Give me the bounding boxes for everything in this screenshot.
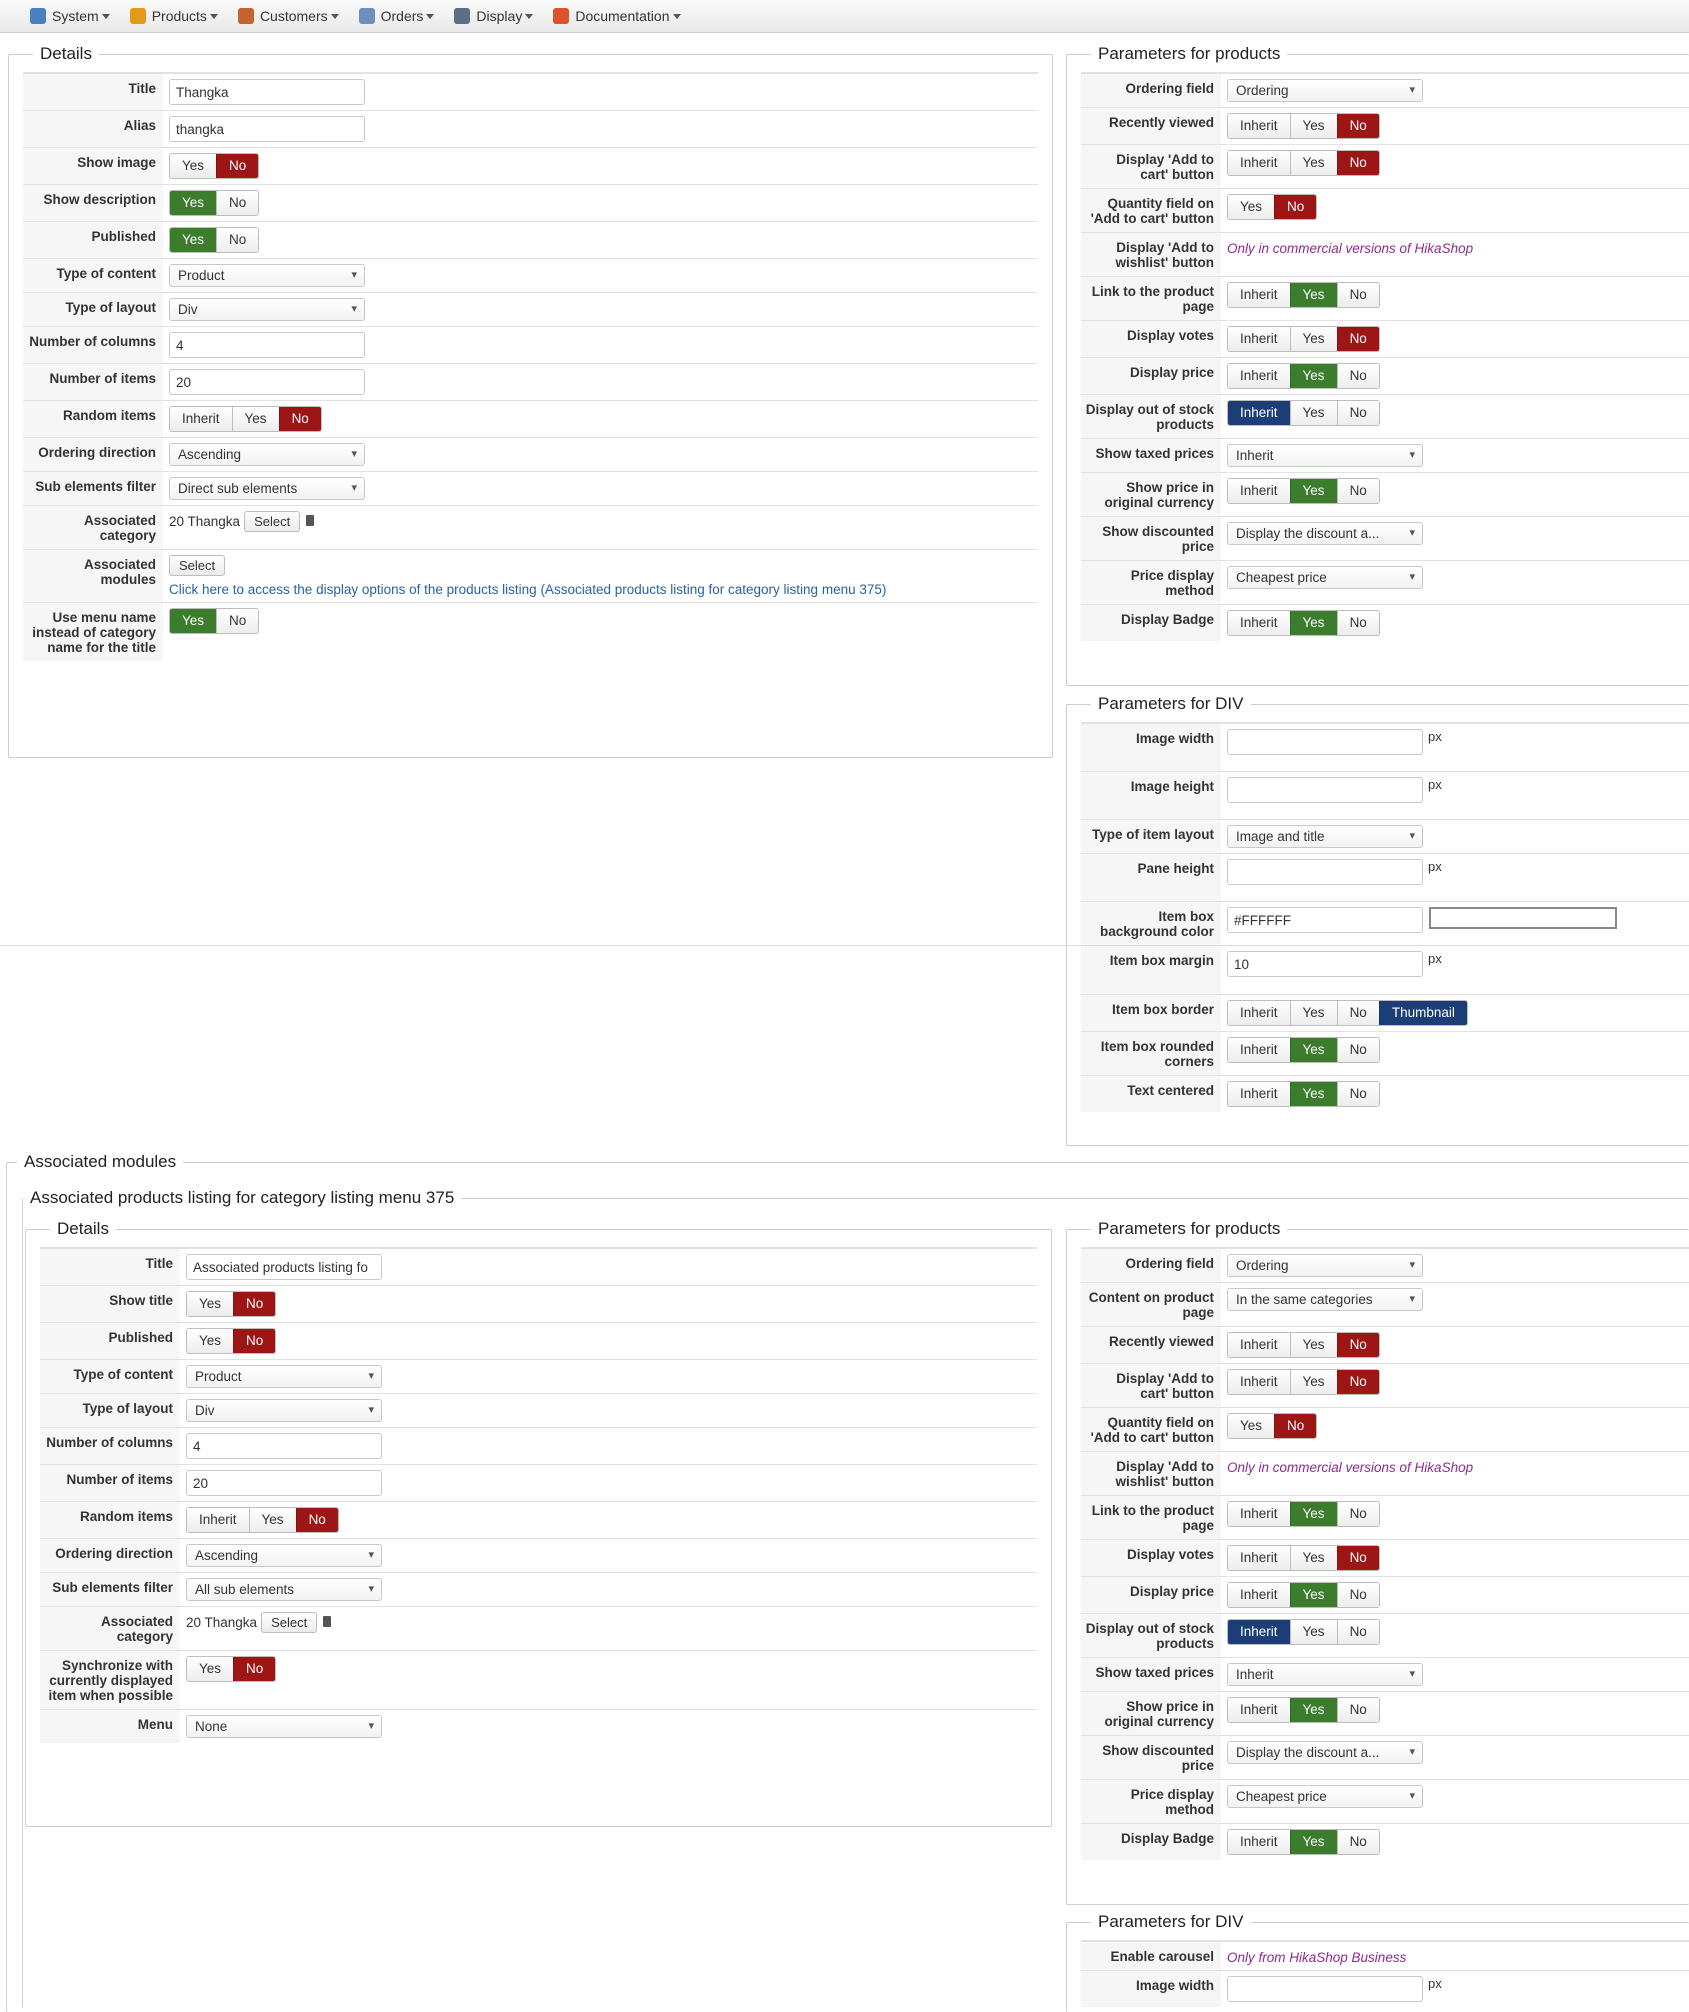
out-stock-toggle [1227,400,1380,426]
params-div2-form [1081,1940,1689,2007]
no-option[interactable]: No [216,191,258,215]
params-products2-legend: Parameters for products [1098,1219,1281,1238]
assoc-listing-legend: Associated products listing for category listing menu 375 [30,1188,455,1207]
row-random [23,400,1038,437]
no-option[interactable]: No [216,154,258,178]
no-option[interactable]: No [1337,1698,1379,1722]
ordering-field-label: Ordering field [1081,74,1221,107]
votes2-toggle [1227,1545,1380,1571]
yes-option[interactable]: Yes [1290,1038,1337,1062]
details2-fieldset [25,1219,1052,1827]
link-product-toggle [1227,282,1380,308]
menu-customers-label: Customers [259,8,328,24]
no-option[interactable]: No [1337,1333,1379,1357]
inherit-option[interactable]: Inherit [1228,364,1290,388]
link-product-label: Link to the product page [1081,277,1221,320]
taxed-label: Show taxed prices [1081,439,1221,472]
add-cart-toggle [1227,150,1380,176]
price-method2-select[interactable]: Cheapest price ▾ [1227,1785,1423,1808]
chevron-down-icon [673,14,681,19]
inherit-option[interactable]: Inherit [1228,1333,1290,1357]
qty-field2-label: Quantity field on 'Add to cart' button [1081,1408,1221,1451]
no-option[interactable]: No [279,407,321,431]
price-method-select[interactable]: Cheapest price ▾ [1227,566,1423,589]
title2-label: Title [40,1249,180,1285]
no-option[interactable]: No [1274,1414,1316,1438]
no-option[interactable]: No [1337,151,1379,175]
show-title-toggle [186,1291,276,1317]
no-option[interactable]: No [1337,611,1379,635]
no-option[interactable]: No [1337,364,1379,388]
trash-icon[interactable] [306,515,314,526]
bg-color-label: Item box background color [1081,902,1221,945]
inherit-option[interactable]: Inherit [1228,1698,1290,1722]
assoc-category2-value: 20 Thangka [186,1615,258,1630]
thumbnail-option[interactable]: Thumbnail [1379,1001,1467,1025]
params-div-form [1081,722,1689,1112]
price2-label: Display price [1081,1577,1221,1613]
published2-toggle [186,1328,276,1354]
centered-label: Text centered [1081,1076,1221,1112]
price-method2-label: Price display method [1081,1780,1221,1823]
yes-option[interactable]: Yes [1290,1333,1337,1357]
random-label: Random items [23,401,163,437]
inherit-option[interactable]: Inherit [1228,1830,1290,1854]
bg-color-input[interactable] [1227,907,1423,933]
chevron-down-icon [210,14,218,19]
recently-viewed-toggle [1227,113,1380,139]
content-label: Content on product page [1081,1283,1221,1326]
no-option[interactable]: No [1337,1038,1379,1062]
type-layout2-select[interactable]: Div ▾ [186,1399,382,1422]
no-option[interactable]: No [233,1292,275,1316]
centered-toggle [1227,1081,1380,1107]
yes-option[interactable]: Yes [1228,195,1274,219]
params-products-legend: Parameters for products [1098,44,1281,63]
menu-documentation[interactable] [553,8,680,24]
ordering-direction2-select[interactable]: Ascending ▾ [186,1544,382,1567]
border-label: Item box border [1081,995,1221,1031]
type-content2-select[interactable]: Product ▾ [186,1365,382,1388]
yes-option[interactable]: Yes [1290,1698,1337,1722]
sync-label: Synchronize with currently displayed item when possible [40,1651,180,1709]
out-stock2-toggle [1227,1619,1380,1645]
inherit-option[interactable]: Inherit [170,407,232,431]
assoc-category-value: 20 Thangka [169,514,241,529]
no-option[interactable]: No [233,1657,275,1681]
no-option[interactable]: No [1337,283,1379,307]
menu-documentation-label: Documentation [575,8,670,24]
taxed2-select[interactable]: Inherit ▾ [1227,1663,1423,1686]
no-option[interactable]: No [1337,1620,1379,1644]
inherit-option[interactable]: Inherit [1228,1620,1290,1644]
divider [0,945,1689,946]
inherit-option[interactable]: Inherit [1228,1583,1290,1607]
params-products2-form [1081,1247,1689,1860]
yes-option[interactable]: Yes [1290,1370,1337,1394]
sub-filter-label: Sub elements filter [23,472,163,505]
px-unit: px [1428,859,1442,874]
random2-label: Random items [40,1502,180,1538]
params-div2-fieldset [1066,1912,1689,2012]
discounted2-label: Show discounted price [1081,1736,1221,1779]
yes-option[interactable]: Yes [1290,611,1337,635]
rounded-toggle [1227,1037,1380,1063]
type-layout2-label: Type of layout [40,1394,180,1427]
params-div-legend: Parameters for DIV [1098,694,1244,713]
out-stock2-label: Display out of stock products [1081,1614,1221,1657]
menu-orders[interactable] [359,8,435,24]
discounted2-select[interactable]: Display the discount a... ▾ [1227,1741,1423,1764]
no-option[interactable]: No [1337,401,1379,425]
taxed2-label: Show taxed prices [1081,1658,1221,1691]
sub-filter2-label: Sub elements filter [40,1573,180,1606]
row-columns [23,326,1038,363]
wishlist-label: Display 'Add to wishlist' button [1081,233,1221,276]
price-label: Display price [1081,358,1221,394]
display-options-link[interactable]: Click here to access the display options of the products listing (Associated products listing for category listing menu 375) [169,582,887,597]
pane-height-label: Pane height [1081,854,1221,901]
menu-orders-label: Orders [380,8,424,24]
recently-viewed-label: Recently viewed [1081,108,1221,144]
inherit-option[interactable]: Inherit [1228,611,1290,635]
yes-option[interactable]: Yes [1290,1620,1337,1644]
votes2-label: Display votes [1081,1540,1221,1576]
title2-input[interactable] [186,1254,382,1280]
assoc-category2-label: Associated category [40,1607,180,1650]
margin-label: Item box margin [1081,946,1221,994]
chevron-down-icon [102,14,110,19]
chevron-down-icon [426,14,434,19]
details2-form [40,1247,1037,1743]
no-option[interactable]: No [233,1329,275,1353]
params-div2-legend: Parameters for DIV [1098,1912,1244,1931]
link-product2-toggle [1227,1501,1380,1527]
chevron-down-icon [525,14,533,19]
img-width-input[interactable] [1227,729,1423,755]
yes-option[interactable]: Yes [249,1508,296,1532]
ordering-direction2-label: Ordering direction [40,1539,180,1572]
row-ordering-direction [23,437,1038,471]
yes-option[interactable]: Yes [170,609,216,633]
inherit-option[interactable]: Inherit [1228,1082,1290,1106]
inherit-option[interactable]: Inherit [1228,1370,1290,1394]
no-option[interactable]: No [1274,195,1316,219]
details-form [23,72,1038,661]
inherit-option[interactable]: Inherit [1228,151,1290,175]
menu-display[interactable] [454,8,533,24]
columns2-input[interactable] [186,1433,382,1459]
votes-toggle [1227,326,1380,352]
yes-option[interactable]: Yes [1290,401,1337,425]
row-assoc-modules [23,549,1038,602]
yes-option[interactable]: Yes [170,154,216,178]
ordering-direction-select[interactable]: Ascending ▾ [169,443,365,466]
yes-option[interactable]: Yes [1290,283,1337,307]
type-content-label: Type of content [23,259,163,292]
chevron-down-icon [331,14,339,19]
inherit-option[interactable]: Inherit [1228,1546,1290,1570]
columns-input[interactable] [169,332,365,358]
alias-label: Alias [23,111,163,147]
yes-option[interactable]: Yes [1290,1001,1337,1025]
carousel-label: Enable carousel [1081,1942,1221,1970]
tools-icon [30,8,46,24]
border-toggle [1227,1000,1468,1026]
orig-currency-toggle [1227,478,1380,504]
columns-label: Number of columns [23,327,163,363]
display-icon [454,8,470,24]
carousel-note: Only from HikaShop Business [1227,1950,1407,1965]
yes-option[interactable]: Yes [1290,151,1337,175]
yes-option[interactable]: Yes [1290,364,1337,388]
random-toggle [169,406,322,432]
sub-filter2-select[interactable]: All sub elements ▾ [186,1578,382,1601]
discounted-label: Show discounted price [1081,517,1221,560]
no-option[interactable]: No [1337,1583,1379,1607]
type-layout-select[interactable]: Div ▾ [169,298,365,321]
menu-products[interactable] [130,8,218,24]
yes-option[interactable]: Yes [1290,1546,1337,1570]
published2-label: Published [40,1323,180,1359]
wishlist-note: Only in commercial versions of HikaShop [1227,241,1474,256]
sub-filter-select[interactable]: Direct sub elements ▾ [169,477,365,500]
yes-option[interactable]: Yes [1290,1502,1337,1526]
lifebuoy-icon [553,8,569,24]
add-cart2-label: Display 'Add to cart' button [1081,1364,1221,1407]
add-cart-label: Display 'Add to cart' button [1081,145,1221,188]
inherit-option[interactable]: Inherit [1228,283,1290,307]
yes-option[interactable]: Yes [170,191,216,215]
inherit-option[interactable]: Inherit [1228,479,1290,503]
inherit-option[interactable]: Inherit [187,1508,249,1532]
no-option[interactable]: No [1337,1001,1379,1025]
img-width2-label: Image width [1081,1971,1221,2007]
menu-system-label: System [52,8,99,24]
menu-label: Menu [40,1710,180,1743]
qty-field2-toggle [1227,1413,1317,1439]
show-image-toggle [169,153,259,179]
badge-label: Display Badge [1081,605,1221,641]
taxed-select[interactable]: Inherit ▾ [1227,444,1423,467]
items2-label: Number of items [40,1465,180,1501]
qty-field-label: Quantity field on 'Add to cart' button [1081,189,1221,232]
discounted-select[interactable]: Display the discount a... ▾ [1227,522,1423,545]
details-legend: Details [40,44,92,63]
yes-option[interactable]: Yes [1290,327,1337,351]
yes-option[interactable]: Yes [1290,1830,1337,1854]
row-show-image [23,147,1038,184]
menu-name-label: Use menu name instead of category name for the title [23,603,163,661]
random2-toggle [186,1507,339,1533]
recently-viewed2-toggle [1227,1332,1380,1358]
menu-display-label: Display [476,8,523,24]
yes-option[interactable]: Yes [1290,1082,1337,1106]
orig-currency2-label: Show price in original currency [1081,1692,1221,1735]
assoc-modules-label: Associated modules [23,550,163,602]
ordering-direction-label: Ordering direction [23,438,163,471]
no-option[interactable]: No [1337,1546,1379,1570]
menu-select[interactable]: None ▾ [186,1715,382,1738]
ordering-field2-select[interactable]: Ordering ▾ [1227,1254,1423,1277]
content-select[interactable]: In the same categories ▾ [1227,1288,1423,1311]
img-height-label: Image height [1081,772,1221,819]
orig-currency-label: Show price in original currency [1081,473,1221,516]
type-layout-label: Type of layout [23,293,163,326]
img-width2-input[interactable] [1227,1976,1423,2002]
no-option[interactable]: No [296,1508,338,1532]
margin-input[interactable] [1227,951,1423,977]
items-input[interactable] [169,369,365,395]
select-category2-button[interactable]: Select [261,1612,317,1633]
ordering-field-select[interactable]: Ordering ▾ [1227,79,1423,102]
menu-products-label: Products [151,8,207,24]
menu-customers[interactable] [238,8,339,24]
item-layout-label: Type of item layout [1081,820,1221,853]
inherit-option[interactable]: Inherit [1228,1502,1290,1526]
no-option[interactable]: No [216,228,258,252]
price-toggle [1227,363,1380,389]
inherit-option[interactable]: Inherit [1228,1038,1290,1062]
wishlist2-note: Only in commercial versions of HikaShop [1227,1460,1474,1475]
row-show-description [23,184,1038,221]
no-option[interactable]: No [216,609,258,633]
row-sub-filter [23,471,1038,505]
votes-label: Display votes [1081,321,1221,357]
trash-icon[interactable] [323,1616,331,1627]
recently-viewed2-label: Recently viewed [1081,1327,1221,1363]
show-title-label: Show title [40,1286,180,1322]
params-products2-fieldset [1066,1219,1689,1905]
link-product2-label: Link to the product page [1081,1496,1221,1539]
yes-option[interactable]: Yes [1290,479,1337,503]
row-published [23,221,1038,258]
select-modules-button[interactable]: Select [169,555,225,576]
no-option[interactable]: No [1337,327,1379,351]
menu-name-toggle [169,608,259,634]
yes-option[interactable]: Yes [1290,114,1337,138]
params-div-fieldset [1066,694,1689,1146]
type-content-select[interactable]: Product ▾ [169,264,365,287]
no-option[interactable]: No [1337,1830,1379,1854]
params-products-fieldset [1066,44,1689,686]
price2-toggle [1227,1582,1380,1608]
no-option[interactable]: No [1337,1370,1379,1394]
pane-height-input[interactable] [1227,859,1423,885]
assoc-category-label: Associated category [23,506,163,549]
color-picker[interactable] [1429,907,1617,929]
badge-toggle [1227,610,1380,636]
item-layout-select[interactable]: Image and title ▾ [1227,825,1423,848]
show-image-label: Show image [23,148,163,184]
items-label: Number of items [23,364,163,400]
ordering-field2-label: Ordering field [1081,1249,1221,1282]
px-unit: px [1428,1976,1442,1991]
row-alias [23,110,1038,147]
qty-field-toggle [1227,194,1317,220]
yes-option[interactable]: Yes [187,1292,233,1316]
px-unit: px [1428,951,1442,966]
select-category-button[interactable]: Select [244,511,300,532]
top-menubar [0,0,1689,33]
row-type-layout [23,292,1038,326]
inherit-option[interactable]: Inherit [1228,114,1290,138]
yes-option[interactable]: Yes [232,407,279,431]
badge2-label: Display Badge [1081,1824,1221,1860]
row-menu-name [23,602,1038,661]
no-option[interactable]: No [1337,1082,1379,1106]
cart-icon [359,8,375,24]
row-assoc-category [23,505,1038,549]
type-content2-label: Type of content [40,1360,180,1393]
yes-option[interactable]: Yes [1290,1583,1337,1607]
row-type-content [23,258,1038,292]
sync-toggle [186,1656,276,1682]
published-toggle [169,227,259,253]
inherit-option[interactable]: Inherit [1228,327,1290,351]
yes-option[interactable]: Yes [170,228,216,252]
add-cart2-toggle [1227,1369,1380,1395]
wishlist2-label: Display 'Add to wishlist' button [1081,1452,1221,1495]
params-products-form [1081,72,1689,641]
orig-currency2-toggle [1227,1697,1380,1723]
rounded-label: Item box rounded corners [1081,1032,1221,1075]
users-icon [238,8,254,24]
title-input[interactable] [169,79,365,105]
price-method-label: Price display method [1081,561,1221,604]
assoc-modules-legend: Associated modules [24,1152,177,1171]
menu-system[interactable] [30,8,110,24]
yes-option[interactable]: Yes [187,1657,233,1681]
inherit-option[interactable]: Inherit [1228,401,1290,425]
columns2-label: Number of columns [40,1428,180,1464]
alias-input[interactable] [169,116,365,142]
inherit-option[interactable]: Inherit [1228,1001,1290,1025]
show-description-label: Show description [23,185,163,221]
no-option[interactable]: No [1337,114,1379,138]
box-icon [130,8,146,24]
no-option[interactable]: No [1337,479,1379,503]
out-stock-label: Display out of stock products [1081,395,1221,438]
show-description-toggle [169,190,259,216]
img-height-input[interactable] [1227,777,1423,803]
yes-option[interactable]: Yes [187,1329,233,1353]
badge2-toggle [1227,1829,1380,1855]
yes-option[interactable]: Yes [1228,1414,1274,1438]
px-unit: px [1428,777,1442,792]
published-label: Published [23,222,163,258]
details-fieldset [8,44,1053,758]
no-option[interactable]: No [1337,1502,1379,1526]
row-items [23,363,1038,400]
row-title [23,72,1038,110]
img-width-label: Image width [1081,724,1221,771]
px-unit: px [1428,729,1442,744]
details2-legend: Details [57,1219,109,1238]
title-label: Title [23,74,163,110]
items2-input[interactable] [186,1470,382,1496]
